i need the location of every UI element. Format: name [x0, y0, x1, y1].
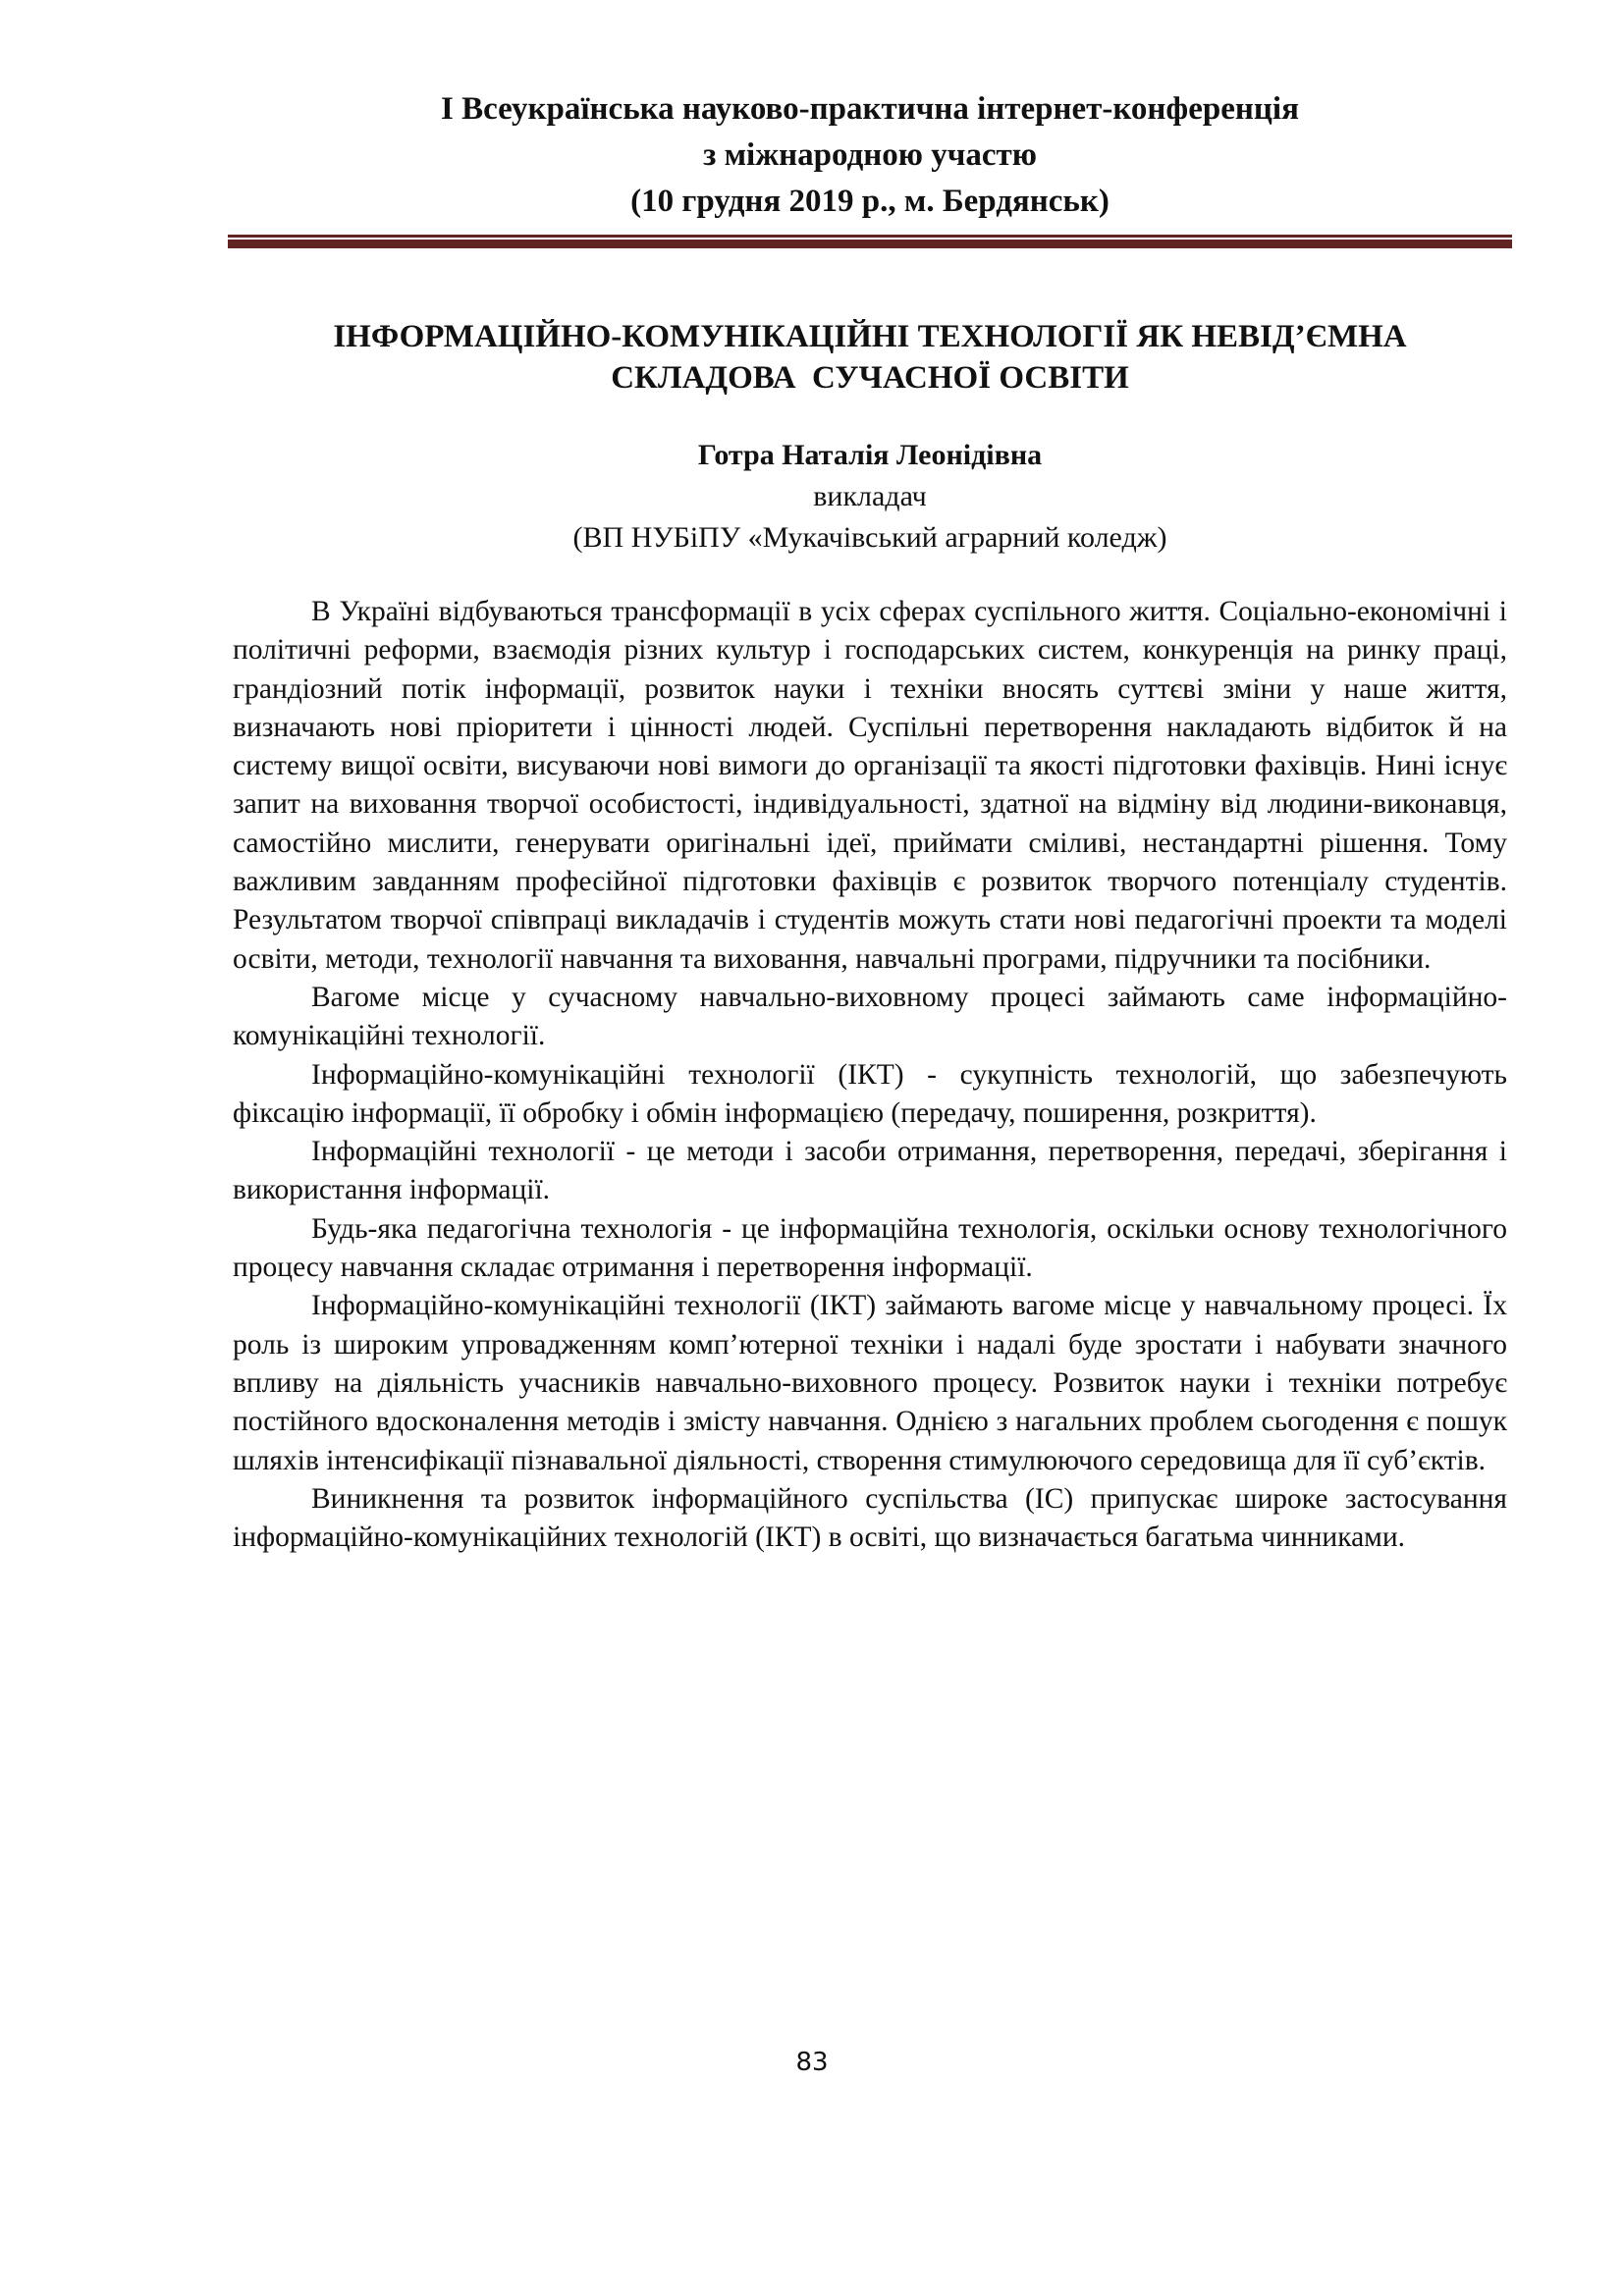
paragraph: Вагоме місце у сучасному навчально-виховному процесі займають саме інформаційно- комунікаційні технології.	[233, 981, 1507, 1052]
page-number: 83	[795, 2048, 829, 2077]
paragraph: Інформаційно-комунікаційні технології (ІКТ) - сукупність технологій, що забезпечують фіксацію інформації, її обробку і обмін інформацією (передачу, поширення, розкриття).	[233, 1058, 1507, 1129]
article-title-line: СКЛАДОВА СУЧАСНОЇ ОСВІТИ	[611, 360, 1129, 396]
article-body	[233, 593, 1507, 1557]
conference-date-line: (10 грудня 2019 р., м. Бердянськ)	[630, 184, 1110, 219]
paragraph: Будь-яка педагогічна технологія - це інформаційна технологія, оскільки основу технологічного процесу навчання складає отримання і перетворення інформації.	[233, 1212, 1507, 1284]
author-position: викладач	[813, 480, 927, 512]
paragraph: Виникнення та розвиток інформаційного суспільства (ІС) припускає широке застосування інформаційно-комунікаційних технологій (ІКТ) в освіті, що визначається багатьма чинниками.	[233, 1482, 1507, 1554]
conference-header	[228, 86, 1512, 225]
conference-subtitle-line: з міжнародною участю	[703, 137, 1037, 173]
paragraph: Інформаційні технології - це методи і засоби отримання, перетворення, передачі, зберігання і використання інформації.	[233, 1136, 1507, 1206]
header-divider-thin	[228, 235, 1512, 238]
author-name: Готра Наталія Леонідівна	[697, 439, 1043, 471]
header-divider-thick	[228, 240, 1512, 248]
author-affiliation: (ВП НУБіПУ «Мукачівський аграрний коледж)	[572, 521, 1167, 554]
conference-title-line: І Всеукраїнська науково-практична інтернет-конференція	[441, 91, 1299, 127]
article-title	[228, 316, 1512, 399]
author-block	[228, 435, 1512, 559]
paragraph: Інформаційно-комунікаційні технології (ІКТ) займають вагоме місце у навчальному процесі. Їх роль із широким упровадженням комп’ютерної техніки і надалі буде зростати і набувати значного впливу на діяльність учасників навчально-виховного процесу. Розвиток науки і техніки потребує постійного вдосконалення методів і змісту навчання. Однією з нагальних проблем сьогодення є пошук шляхів інтенсифікації пізнавальної діяльності, створення стимулюючого середовища для її суб’єктів.	[233, 1290, 1507, 1476]
paragraph: В Україні відбуваються трансформації в усіх сферах суспільного життя. Соціально-економічні і політичні реформи, взаємодія різних культур і господарських систем, конкуренція на ринку праці, грандіозний потік інформації, розвиток науки і техніки вносять суттєві зміни у наше життя, визначають нові пріоритети і цінності людей. Суспільні перетворення накладають відбиток й на систему вищої освіти, висуваючи нові вимоги до організації та якості підготовки фахівців. Нині існує запит на виховання творчої особистості, індивідуальності, здатної на відміну від людини-виконавця, самостійно мислити, генерувати оригінальні ідеї, приймати сміливі, нестандартні рішення. Тому важливим завданням професійної підготовки фахівців є розвиток творчого потенціалу студентів. Результатом творчої співпраці викладачів і студентів можуть стати нові педагогічні проекти та моделі освіти, методи, технології навчання та виховання, навчальні програми, підручники та посібники.	[233, 596, 1507, 975]
article-title-line: ІНФОРМАЦІЙНО-КОМУНІКАЦІЙНІ ТЕХНОЛОГІЇ ЯК НЕВІД’ЄМНА	[333, 319, 1407, 354]
